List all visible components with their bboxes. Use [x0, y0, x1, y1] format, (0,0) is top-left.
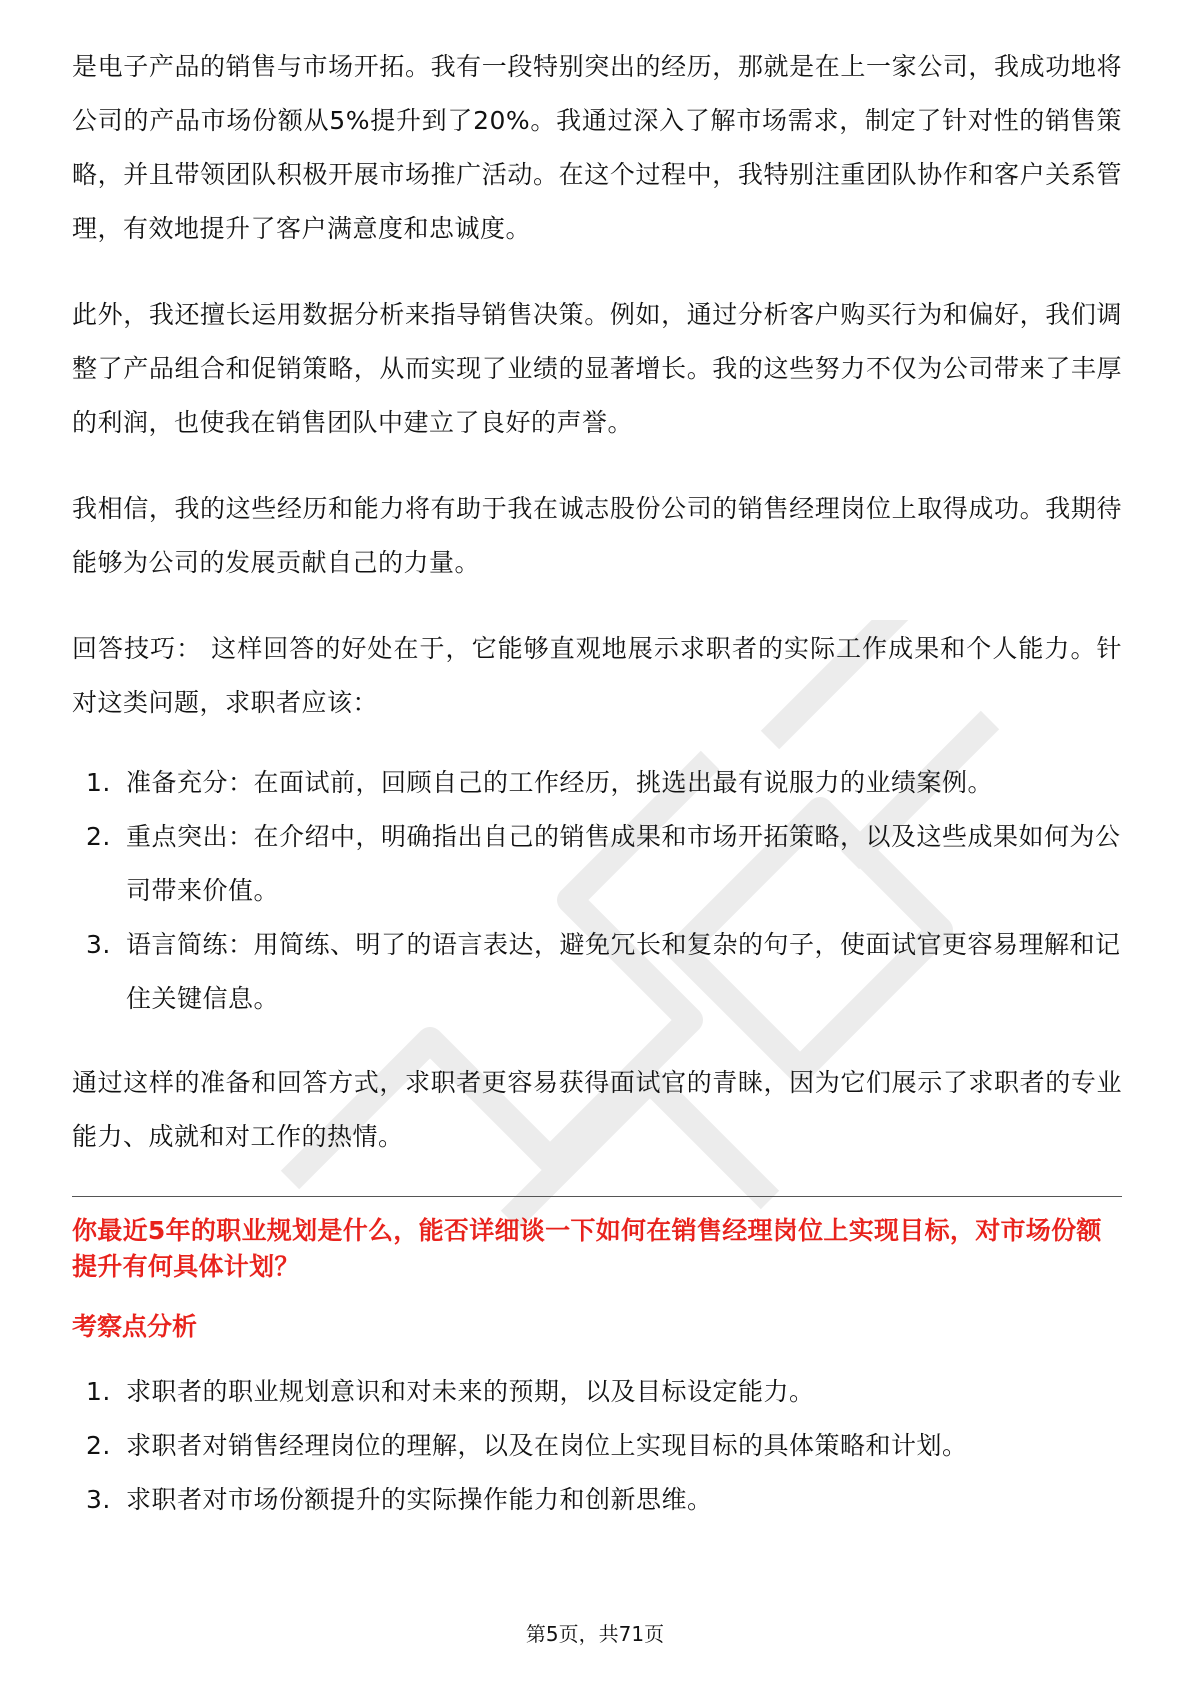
list-item-number: 2. — [86, 1431, 111, 1460]
list-item — [72, 756, 1122, 810]
list-item — [72, 1365, 1122, 1419]
list-item-number: 1. — [86, 1377, 111, 1406]
body-paragraph-3: 我相信，我的这些经历和能力将有助于我在诚志股份公司的销售经理岗位上取得成功。我期待能够为公司的发展贡献自己的力量。 — [72, 494, 1122, 577]
list-item-text: 准备充分：在面试前，回顾自己的工作经历，挑选出最有说服力的业绩案例。 — [126, 768, 994, 797]
body-paragraph-1: 是电子产品的销售与市场开拓。我有一段特别突出的经历，那就是在上一家公司，我成功地将公司的产品市场份额从5%提升到了20%。我通过深入了解市场需求，制定了针对性的销售策略，并且带领团队积极开展市场推广活动。在这个过程中，我特别注重团队协作和客户关系管理，有效地提升了客户满意度和忠诚度。 — [72, 52, 1122, 243]
list-item-number: 2. — [86, 822, 111, 851]
list-item-number: 3. — [86, 930, 111, 959]
analysis-heading: 考察点分析 — [72, 1312, 198, 1341]
tips-conclusion: 通过这样的准备和回答方式，求职者更容易获得面试官的青睐，因为它们展示了求职者的专业能力、成就和对工作的热情。 — [72, 1068, 1122, 1151]
list-item-text: 求职者对销售经理岗位的理解，以及在岗位上实现目标的具体策略和计划。 — [126, 1431, 968, 1460]
analysis-list — [72, 1365, 1122, 1527]
list-item — [72, 1419, 1122, 1473]
list-item — [72, 918, 1122, 1026]
tips-list — [72, 756, 1122, 1026]
list-item-text: 语言简练：用简练、明了的语言表达，避免冗长和复杂的句子，使面试官更容易理解和记住关键信息。 — [126, 930, 1121, 1013]
section-divider — [72, 1196, 1122, 1197]
interview-question: 你最近5年的职业规划是什么，能否详细谈一下如何在销售经理岗位上实现目标，对市场份额提升有何具体计划？ — [72, 1216, 1102, 1281]
document-page — [72, 40, 1122, 1527]
list-item-number: 1. — [86, 768, 111, 797]
list-item-text: 求职者的职业规划意识和对未来的预期，以及目标设定能力。 — [126, 1377, 815, 1406]
page-number-footer: 第5页，共71页 — [525, 1622, 665, 1646]
tips-intro: 回答技巧： 这样回答的好处在于，它能够直观地展示求职者的实际工作成果和个人能力。针对这类问题，求职者应该： — [72, 634, 1122, 717]
body-paragraph-2: 此外，我还擅长运用数据分析来指导销售决策。例如，通过分析客户购买行为和偏好，我们调整了产品组合和促销策略，从而实现了业绩的显著增长。我的这些努力不仅为公司带来了丰厚的利润，也使我在销售团队中建立了良好的声誉。 — [72, 300, 1122, 437]
list-item-text: 求职者对市场份额提升的实际操作能力和创新思维。 — [126, 1485, 713, 1514]
list-item — [72, 1473, 1122, 1527]
list-item — [72, 810, 1122, 918]
list-item-number: 3. — [86, 1485, 111, 1514]
list-item-text: 重点突出：在介绍中，明确指出自己的销售成果和市场开拓策略，以及这些成果如何为公司带来价值。 — [126, 822, 1121, 905]
